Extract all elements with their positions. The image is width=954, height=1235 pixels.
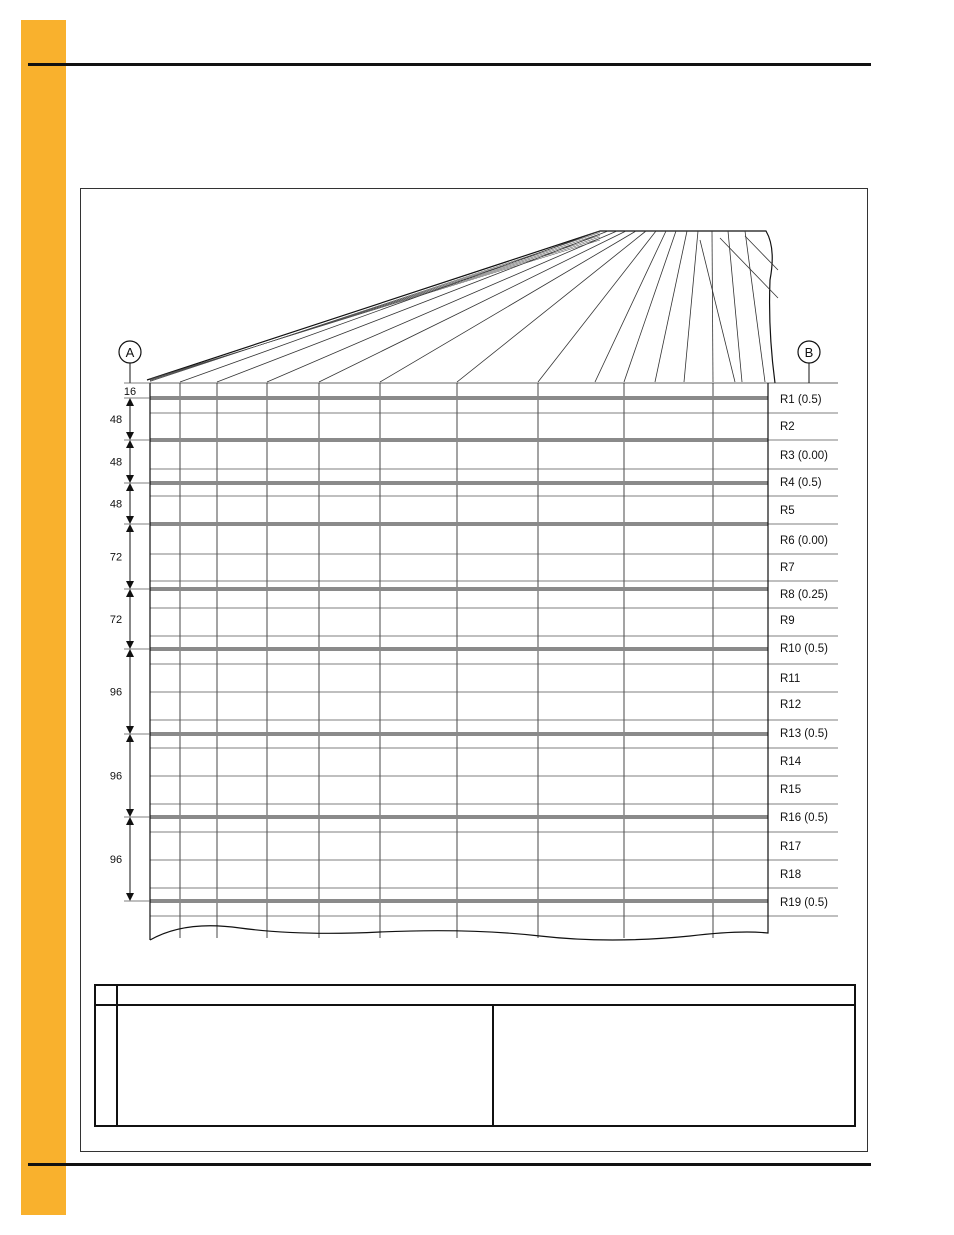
dimension-arrows (110, 383, 150, 901)
ring-label: R18 (780, 869, 802, 881)
ring-label: R16 (0.5) (780, 812, 828, 824)
info-table (95, 985, 855, 1126)
ring-label: R14 (780, 756, 802, 768)
arrow-head-up (126, 649, 134, 657)
spacing-label: 72 (109, 614, 123, 626)
arrow-head-up (126, 398, 134, 406)
marker-b-label: B (804, 345, 814, 360)
stiffener-band (150, 587, 768, 591)
stiffener-band (150, 732, 768, 736)
ring-label: R6 (0.00) (780, 535, 828, 547)
arrow-head-up (126, 734, 134, 742)
stiffener-band (150, 647, 768, 651)
arrow-head-down (126, 641, 134, 649)
roof-rafters (150, 231, 778, 382)
arrow-head-down (126, 726, 134, 734)
ring-label: R1 (0.5) (780, 394, 822, 406)
roof-rafter-line (595, 231, 666, 382)
ring-label: R7 (780, 562, 795, 574)
spacing-label: 96 (109, 770, 123, 783)
roof-rafter-line (267, 231, 617, 382)
stiffener-band (150, 481, 768, 485)
marker-b (798, 341, 820, 383)
ring-label: R5 (780, 505, 795, 517)
spacing-label: 48 (109, 498, 123, 511)
stiffener-band (150, 899, 768, 903)
ring-label: R2 (780, 421, 795, 433)
ring-label: R11 (780, 673, 801, 685)
arrow-head-down (126, 432, 134, 440)
arrow-head-up (126, 483, 134, 491)
marker-a (119, 341, 141, 383)
spacing-label: 48 (109, 414, 123, 426)
spacing-label: 72 (109, 551, 123, 564)
arrow-head-down (126, 893, 134, 901)
ring-label: R12 (780, 699, 802, 711)
spacing-label: 48 (109, 456, 123, 469)
roof-rafter-line (684, 231, 698, 382)
roof-rafter-line (712, 231, 713, 382)
ring-label: R4 (0.5) (780, 477, 822, 489)
stiffener-band (150, 522, 768, 526)
roof-rafter-line (319, 231, 626, 382)
ring-label: R19 (0.5) (780, 897, 828, 909)
ring-label: R15 (780, 784, 802, 796)
spacing-label: 96 (109, 854, 123, 866)
roof-rafter-line (745, 236, 778, 270)
arrow-head-down (126, 475, 134, 483)
wall-grid (150, 383, 838, 938)
stiffener-band (150, 815, 768, 819)
roof-eave-line (150, 240, 600, 379)
wall-break-line (150, 383, 768, 940)
ring-label: R8 (0.25) (780, 589, 828, 601)
ring-label: R3 (0.00) (780, 450, 828, 462)
arrow-head-up (126, 440, 134, 448)
stiffener-band (150, 438, 768, 442)
roof-rafter-line (180, 231, 600, 382)
stiffener-band (150, 396, 768, 400)
marker-a-label: A (125, 345, 135, 360)
arrow-head-up (126, 589, 134, 597)
arrow-head-down (126, 581, 134, 589)
arrow-head-down (126, 516, 134, 524)
spacing-label: 96 (109, 686, 123, 699)
arrow-head-up (126, 817, 134, 825)
roof-rafter-line (700, 240, 735, 382)
table-border (95, 985, 855, 1126)
ring-label: R10 (0.5) (780, 643, 828, 655)
arrow-head-up (126, 524, 134, 532)
roof-rafter-line (720, 238, 778, 298)
roof-rafter-line (624, 231, 676, 382)
spacing-label: 16 (123, 386, 137, 398)
roof-rafter-line (380, 231, 636, 382)
ring-label: R13 (0.5) (780, 728, 828, 740)
ring-label: R17 (780, 841, 802, 853)
ring-label: R9 (780, 615, 795, 627)
roof-rafter-line (217, 231, 608, 382)
roof-rafter-line (655, 231, 687, 382)
arrow-head-down (126, 809, 134, 817)
